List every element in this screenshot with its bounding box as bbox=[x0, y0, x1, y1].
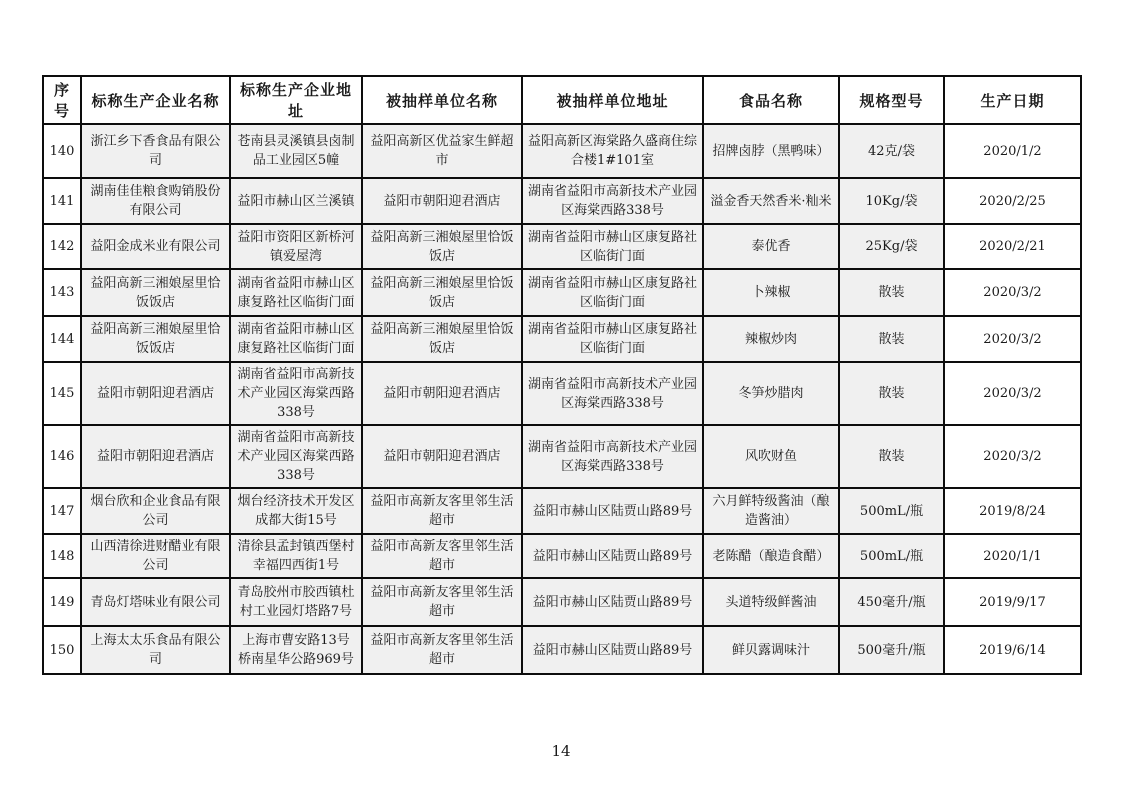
table-cell: 六月鲜特级酱油（酿造酱油） bbox=[703, 488, 839, 534]
table-cell: 500mL/瓶 bbox=[839, 488, 944, 534]
table-cell: 10Kg/袋 bbox=[839, 178, 944, 224]
row-number-cell: 143 bbox=[43, 269, 81, 316]
table-cell: 卜辣椒 bbox=[703, 269, 839, 316]
table-cell: 青岛胶州市胶西镇杜村工业园灯塔路7号 bbox=[230, 578, 362, 626]
table-cell: 益阳市赫山区陆贾山路89号 bbox=[522, 488, 703, 534]
row-number-cell: 140 bbox=[43, 124, 81, 178]
table-header bbox=[43, 76, 1081, 124]
table-header-row bbox=[43, 76, 1081, 124]
table-cell: 湖南省益阳市高新技术产业园区海棠西路338号 bbox=[522, 362, 703, 425]
table-cell: 益阳金成米业有限公司 bbox=[81, 224, 230, 269]
column-header: 生产日期 bbox=[944, 76, 1081, 124]
column-header: 标称生产企业地址 bbox=[230, 76, 362, 124]
table-cell: 清徐县孟封镇西堡村幸福四西街1号 bbox=[230, 534, 362, 578]
table-cell: 散装 bbox=[839, 362, 944, 425]
table-cell: 益阳市赫山区陆贾山路89号 bbox=[522, 626, 703, 674]
table-cell: 益阳市朝阳迎君酒店 bbox=[81, 425, 230, 488]
page-number: 14 bbox=[551, 742, 571, 760]
table-cell: 益阳高新区海棠路久盛商住综合楼1#101室 bbox=[522, 124, 703, 178]
table-row bbox=[43, 534, 1081, 578]
table-cell: 2019/8/24 bbox=[944, 488, 1081, 534]
table-cell: 益阳市赫山区陆贾山路89号 bbox=[522, 534, 703, 578]
table-cell: 益阳市高新友客里邻生活超市 bbox=[362, 488, 522, 534]
row-number-cell: 142 bbox=[43, 224, 81, 269]
table-cell: 山西清徐进财醋业有限公司 bbox=[81, 534, 230, 578]
food-sampling-table bbox=[42, 75, 1082, 675]
table-cell: 2020/1/2 bbox=[944, 124, 1081, 178]
table-cell: 益阳高新三湘娘屋里恰饭饭店 bbox=[362, 269, 522, 316]
table-cell: 湖南省益阳市赫山区康复路社区临街门面 bbox=[230, 316, 362, 362]
table-cell: 湖南省益阳市高新技术产业园区海棠西路338号 bbox=[522, 178, 703, 224]
table-cell: 泰优香 bbox=[703, 224, 839, 269]
table-cell: 湖南佳佳粮食购销股份有限公司 bbox=[81, 178, 230, 224]
table-cell: 益阳高新三湘娘屋里恰饭饭店 bbox=[362, 316, 522, 362]
table-cell: 湖南省益阳市高新技术产业园区海棠西路338号 bbox=[230, 362, 362, 425]
table-cell: 2020/3/2 bbox=[944, 425, 1081, 488]
table-row bbox=[43, 425, 1081, 488]
table-cell: 益阳市资阳区新桥河镇爱屋湾 bbox=[230, 224, 362, 269]
column-header: 被抽样单位地址 bbox=[522, 76, 703, 124]
table-cell: 散装 bbox=[839, 269, 944, 316]
table-cell: 益阳市朝阳迎君酒店 bbox=[362, 178, 522, 224]
table-cell: 500mL/瓶 bbox=[839, 534, 944, 578]
table-cell: 湖南省益阳市赫山区康复路社区临街门面 bbox=[522, 224, 703, 269]
table-cell: 青岛灯塔味业有限公司 bbox=[81, 578, 230, 626]
table-row bbox=[43, 316, 1081, 362]
table-cell: 冬笋炒腊肉 bbox=[703, 362, 839, 425]
table-row bbox=[43, 362, 1081, 425]
table-row bbox=[43, 178, 1081, 224]
table-cell: 500毫升/瓶 bbox=[839, 626, 944, 674]
table-cell: 2020/2/21 bbox=[944, 224, 1081, 269]
table-cell: 益阳市高新友客里邻生活超市 bbox=[362, 578, 522, 626]
column-header: 被抽样单位名称 bbox=[362, 76, 522, 124]
table-cell: 招牌卤脖（黑鸭味） bbox=[703, 124, 839, 178]
table-cell: 湖南省益阳市赫山区康复路社区临街门面 bbox=[522, 269, 703, 316]
table-cell: 风吹财鱼 bbox=[703, 425, 839, 488]
row-number-cell: 144 bbox=[43, 316, 81, 362]
table-cell: 湖南省益阳市赫山区康复路社区临街门面 bbox=[230, 269, 362, 316]
column-header: 标称生产企业名称 bbox=[81, 76, 230, 124]
table-cell: 益阳高新区优益家生鲜超市 bbox=[362, 124, 522, 178]
table-cell: 450毫升/瓶 bbox=[839, 578, 944, 626]
table-cell: 上海市曹安路13号桥南星华公路969号 bbox=[230, 626, 362, 674]
column-header: 规格型号 bbox=[839, 76, 944, 124]
table-cell: 上海太太乐食品有限公司 bbox=[81, 626, 230, 674]
table-row bbox=[43, 578, 1081, 626]
table-cell: 2020/3/2 bbox=[944, 362, 1081, 425]
table-cell: 2019/9/17 bbox=[944, 578, 1081, 626]
table-cell: 益阳高新三湘娘屋里恰饭饭店 bbox=[81, 316, 230, 362]
table-cell: 益阳市朝阳迎君酒店 bbox=[362, 425, 522, 488]
table-row bbox=[43, 626, 1081, 674]
table-row bbox=[43, 124, 1081, 178]
column-header: 食品名称 bbox=[703, 76, 839, 124]
table-cell: 2020/2/25 bbox=[944, 178, 1081, 224]
table-cell: 益阳高新三湘娘屋里恰饭饭店 bbox=[81, 269, 230, 316]
row-number-cell: 146 bbox=[43, 425, 81, 488]
table-cell: 溢金香天然香米·籼米 bbox=[703, 178, 839, 224]
table-cell: 益阳市朝阳迎君酒店 bbox=[81, 362, 230, 425]
row-number-cell: 150 bbox=[43, 626, 81, 674]
table-cell: 湖南省益阳市高新技术产业园区海棠西路338号 bbox=[522, 425, 703, 488]
table-cell: 益阳市赫山区兰溪镇 bbox=[230, 178, 362, 224]
table-cell: 益阳高新三湘娘屋里恰饭饭店 bbox=[362, 224, 522, 269]
row-number-cell: 141 bbox=[43, 178, 81, 224]
table-cell: 2020/1/1 bbox=[944, 534, 1081, 578]
row-number-cell: 149 bbox=[43, 578, 81, 626]
table-cell: 老陈醋（酿造食醋） bbox=[703, 534, 839, 578]
table-cell: 鲜贝露调味汁 bbox=[703, 626, 839, 674]
table-cell: 头道特级鲜酱油 bbox=[703, 578, 839, 626]
row-number-cell: 147 bbox=[43, 488, 81, 534]
table-cell: 42克/袋 bbox=[839, 124, 944, 178]
table-cell: 2020/3/2 bbox=[944, 269, 1081, 316]
row-number-cell: 148 bbox=[43, 534, 81, 578]
table-cell: 浙江乡下香食品有限公司 bbox=[81, 124, 230, 178]
table-row bbox=[43, 269, 1081, 316]
table-cell: 辣椒炒肉 bbox=[703, 316, 839, 362]
table-cell: 散装 bbox=[839, 316, 944, 362]
table-cell: 2019/6/14 bbox=[944, 626, 1081, 674]
table-cell: 益阳市高新友客里邻生活超市 bbox=[362, 534, 522, 578]
table-cell: 益阳市高新友客里邻生活超市 bbox=[362, 626, 522, 674]
table-cell: 烟台欣和企业食品有限公司 bbox=[81, 488, 230, 534]
column-header: 序号 bbox=[43, 76, 81, 124]
table-cell: 苍南县灵溪镇县卤制品工业园区5幢 bbox=[230, 124, 362, 178]
row-number-cell: 145 bbox=[43, 362, 81, 425]
table-cell: 益阳市朝阳迎君酒店 bbox=[362, 362, 522, 425]
table-cell: 25Kg/袋 bbox=[839, 224, 944, 269]
table-row bbox=[43, 488, 1081, 534]
table-cell: 2020/3/2 bbox=[944, 316, 1081, 362]
table-cell: 烟台经济技术开发区成都大街15号 bbox=[230, 488, 362, 534]
table-row bbox=[43, 224, 1081, 269]
table-cell: 益阳市赫山区陆贾山路89号 bbox=[522, 578, 703, 626]
table-cell: 湖南省益阳市高新技术产业园区海棠西路338号 bbox=[230, 425, 362, 488]
table-cell: 湖南省益阳市赫山区康复路社区临街门面 bbox=[522, 316, 703, 362]
table-body bbox=[43, 124, 1081, 674]
table-cell: 散装 bbox=[839, 425, 944, 488]
